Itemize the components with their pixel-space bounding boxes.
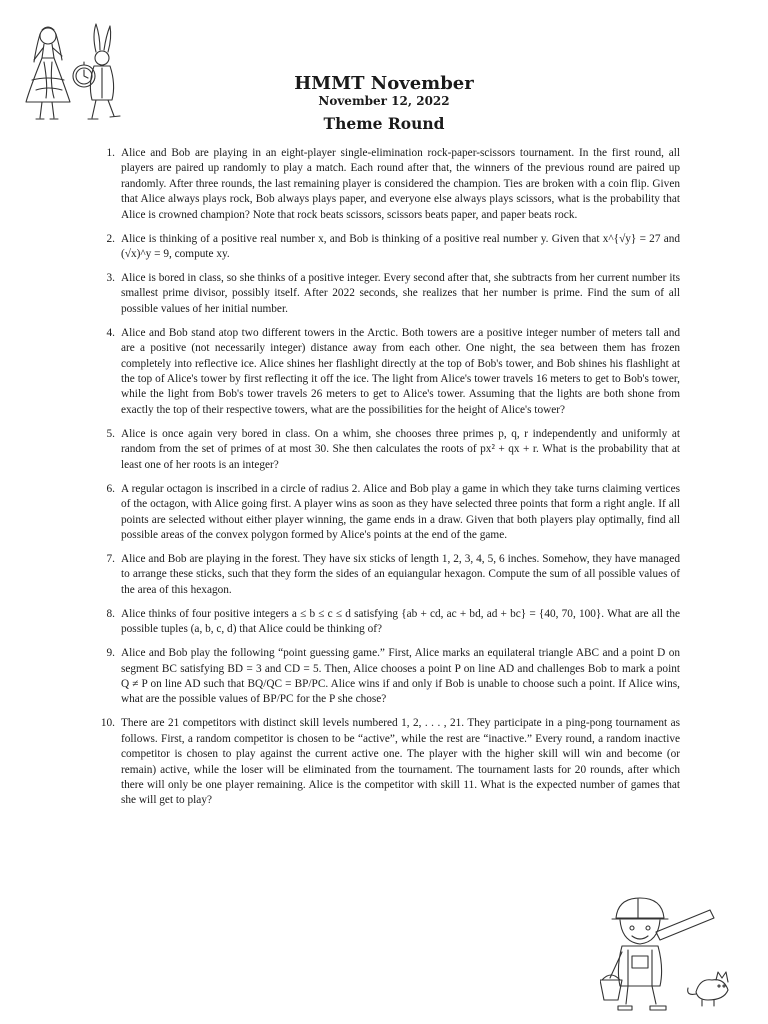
document-date: November 12, 2022 xyxy=(318,94,450,108)
builder-cat-illustration xyxy=(600,892,744,1016)
document-title: HMMT November xyxy=(294,73,474,94)
problem-text: Alice thinks of four positive integers a ≤ b ≤ c ≤ d satisfying {ab + cd, ac + bd, ad + bc} = {40, 70, 100}. What are all the possible tuples (a, b, c, d) that Alice could be thinking of? xyxy=(121,607,680,636)
problem-text: Alice is once again very bored in class. On a whim, she chooses three primes p, q, r independently and uniformly at random from the set of primes of at most 30. She then calculates the roots of px² + qx + r. What is the probability that at least one of her roots is an integer? xyxy=(121,427,680,471)
problem-text: Alice and Bob stand atop two different towers in the Arctic. Both towers are a positive integer number of meters tall and are a positive (not necessarily integer) distance away from each other. One night, the sea between them has frozen completely into reflective ice. Alice shines her flashlight directly at the top of Bob's tower, and Bob shines his flashlight at the top of Alice's tower by first reflecting it off the ice. The light from Alice's tower travels 16 meters to get to Bob's tower, while the light from Bob's tower travels 26 meters to get to Alice's tower. Assuming that the lights are both shone from exactly the top of their respective towers, what are the possibilities for the height of Alice's tower? xyxy=(121,326,680,416)
round-title: Theme Round xyxy=(323,114,445,133)
problem-text: A regular octagon is inscribed in a circle of radius 2. Alice and Bob play a game in which they take turns claiming vertices of the octagon, with Alice going first. A player wins as soon as they have selected three points that form a right angle. If all points are selected without either player winning, the game ends in a draw. Given that both players play optimally, find all possible areas of the convex polygon formed by Alice's points at the end of the game. xyxy=(121,482,680,541)
builder-cat-icon xyxy=(600,892,744,1016)
problem-item xyxy=(96,427,680,473)
problem-item xyxy=(96,271,680,317)
problem-item xyxy=(96,326,680,418)
problem-item xyxy=(96,607,680,638)
problem-text: Alice and Bob play the following “point guessing game.” First, Alice marks an equilateral triangle ABC and a point D on segment BC satisfying BD = 3 and CD = 5. Then, Alice chooses a point P on line AD and challenges Bob to mark a point Q ≠ P on line AD such that BQ/QC = BP/PC. Alice wins if and only if Bob is unable to choose such a point. If Alice wins, what are the possible values of BP/PC for the P she chose? xyxy=(121,647,680,706)
problem-number: 8. xyxy=(106,607,115,620)
problem-item xyxy=(96,646,680,708)
problem-item xyxy=(96,552,680,598)
problem-number: 7. xyxy=(106,552,115,565)
problem-item xyxy=(96,716,680,808)
problem-text: Alice and Bob are playing in the forest. They have six sticks of length 1, 2, 3, 4, 5, 6 inches. Somehow, they have managed to arrange these sticks, such that they form the sides of an equiangular hexagon. Compute the sum of all possible values of the area of this hexagon. xyxy=(121,552,680,596)
problem-item xyxy=(96,232,680,263)
problem-text: Alice and Bob are playing in an eight-player single-elimination rock-paper-scissors tournament. In the first round, all players are paired up randomly to play a match. Each round after that, the winners of the previous round are paired up randomly. After three rounds, the last remaining player is considered the champion. Ties are broken with a coin flip. Given that Alice always plays rock, Bob always plays paper, and everyone else always plays scissors, what is the probability that Alice is crowned champion? Note that rock beats scissors, scissors beats paper, and paper beats rock. xyxy=(121,147,680,221)
problem-number: 9. xyxy=(106,647,115,660)
problem-item xyxy=(96,482,680,544)
problem-number: 10. xyxy=(100,717,115,730)
problem-number: 1. xyxy=(106,147,115,159)
problem-number: 2. xyxy=(106,232,115,245)
problem-list xyxy=(96,146,680,817)
problem-text: Alice is bored in class, so she thinks of a positive integer. Every second after that, she subtracts from her current number its smallest prime divisor, possibly itself. After 2022 seconds, she realizes that her number is prime. Find the sum of all possible values of her initial number. xyxy=(121,272,680,315)
problem-number: 6. xyxy=(106,482,115,495)
problem-text: Alice is thinking of a positive real number x, and Bob is thinking of a positive real number y. Given that x^{√y} = 27 and (√x)^y = 9, compute xy. xyxy=(121,232,680,261)
problem-item xyxy=(96,146,680,223)
problem-number: 5. xyxy=(106,427,115,440)
problem-text: There are 21 competitors with distinct skill levels numbered 1, 2, . . . , 21. They participate in a ping-pong tournament as follows. First, a random competitor is chosen to be “active”, while the rest are “inactive.” Every round, a random inactive competitor is chosen to play against the current active one. The player with the higher skill will win and become (or remain) active, while the loser will be eliminated from the tournament. The tournament lasts for 20 rounds, after which there will only be one player remaining. Alice is the competitor with skill 11. What is the expected number of games that she will get to play? xyxy=(121,717,680,807)
problem-number: 4. xyxy=(106,326,115,339)
problem-number: 3. xyxy=(106,272,115,285)
